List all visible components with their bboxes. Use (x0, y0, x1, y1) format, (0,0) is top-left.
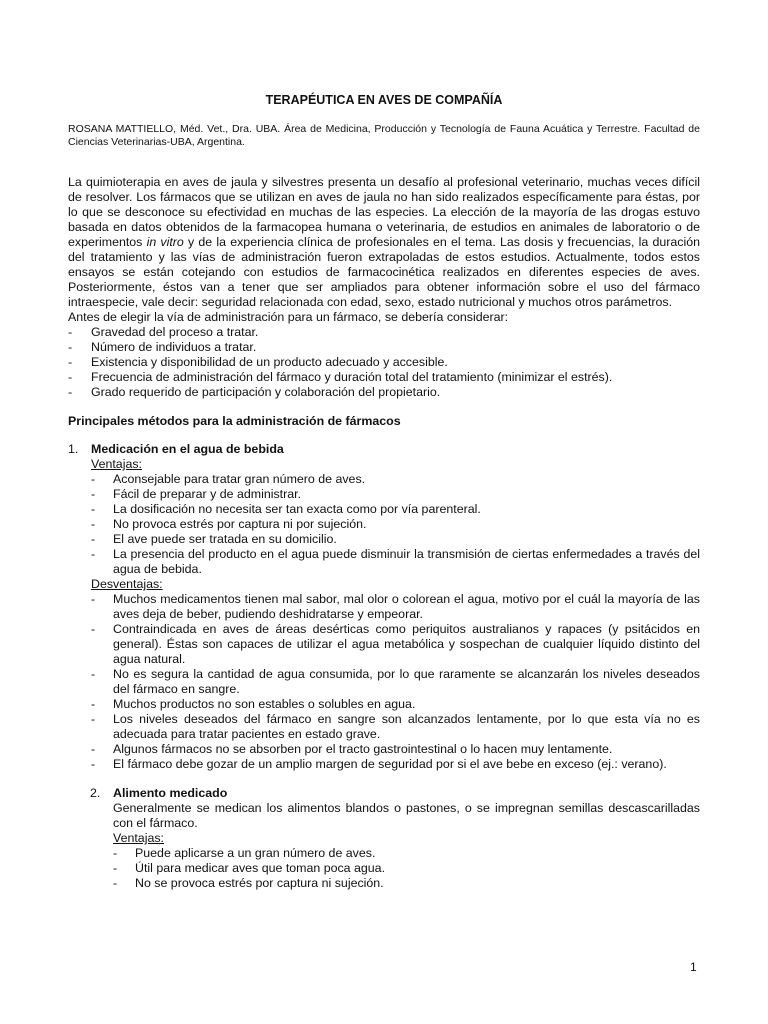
dash-bullet: - (91, 622, 96, 636)
method-2-description: Generalmente se medican los alimentos blandos o pastones, o se impregnan semillas descascarilladas con el fármaco. (113, 801, 700, 830)
document-body (68, 175, 700, 891)
list-item: - Número de individuos a tratar. (68, 340, 257, 354)
dash-bullet: - (113, 846, 118, 860)
list-item: - La presencia del producto en el agua puede disminuir la transmisión de ciertas enfermedades a través del agua de bebida. (91, 547, 700, 576)
list-item: - Útil para medicar aves que toman poca agua. (113, 861, 386, 875)
list-item: - Algunos fármacos no se absorben por el tracto gastrointestinal o lo hacen muy lentamente. (91, 742, 613, 756)
method-2-heading (68, 786, 700, 801)
intro-text-2: y de la experiencia clínica de profesionales en el tema. Las dosis y frecuencias, la duración del tratamiento y las vías de administración fueron extrapoladas de estos estudios. Actualmente, todos estos ensayos se están cotejando con estudios de farmacocinética realizados en diferentes especies de aves. Posteriormente, éstos van a tener que ser ampliados para obtener información sobre el uso del fármaco intraespecie, vale decir: seguridad relacionada con edad, sexo, estado nutricional y muchos otros parámetros. (68, 235, 700, 309)
considerations-list (68, 325, 700, 400)
advantages-label: Ventajas: (91, 457, 142, 471)
method-2-number: 2. (90, 786, 101, 800)
dash-bullet: - (91, 472, 96, 486)
dash-bullet: - (91, 517, 96, 531)
dash-bullet: - (91, 502, 96, 516)
considerations-intro: Antes de elegir la vía de administración para un fármaco, se debería considerar: (68, 310, 509, 324)
list-item: - El ave puede ser tratada en su domicilio. (91, 532, 337, 546)
list-item: - Grado requerido de participación y colaboración del propietario. (68, 385, 441, 399)
list-item: - Contraindicada en aves de áreas desérticas como periquitos australianos y rapaces (y psitácidos en general). Éstas son capaces de utilizar el agua metabólica y sospechan de cualquier líquido distinto del agua natural. (91, 622, 700, 666)
intro-italic-term: in vitro (146, 235, 184, 249)
dash-bullet: - (91, 592, 96, 606)
dash-bullet: - (68, 355, 73, 369)
dash-bullet: - (113, 876, 118, 890)
dash-bullet: - (113, 861, 118, 875)
dash-bullet: - (91, 742, 96, 756)
list-item: - Existencia y disponibilidad de un producto adecuado y accesible. (68, 355, 448, 369)
dash-bullet: - (68, 385, 73, 399)
method-2-content (68, 801, 700, 891)
list-item: - Los niveles deseados del fármaco en sangre son alcanzados lentamente, por lo que esta vía no es adecuada para tratar pacientes en estado grave. (91, 712, 700, 741)
dash-bullet: - (68, 340, 73, 354)
list-item: - Puede aplicarse a un gran número de aves. (113, 846, 376, 860)
methods-heading: Principales métodos para la administración de fármacos (68, 414, 401, 428)
list-item: - Aconsejable para tratar gran número de aves. (91, 472, 366, 486)
list-item: - Muchos productos no son estables o solubles en agua. (91, 697, 416, 711)
dash-bullet: - (91, 697, 96, 711)
dash-bullet: - (91, 757, 96, 771)
method-1-content (68, 457, 700, 772)
list-item: - Gravedad del proceso a tratar. (68, 325, 259, 339)
list-item: - El fármaco debe gozar de un amplio margen de seguridad por si el ave bebe en exceso (ej.: verano). (91, 757, 667, 771)
disadvantages-label: Desventajas: (91, 577, 163, 591)
dash-bullet: - (68, 370, 73, 384)
list-item: - No provoca estrés por captura ni por sujeción. (91, 517, 367, 531)
list-item: - Fácil de preparar y de administrar. (91, 487, 302, 501)
dash-bullet: - (91, 487, 96, 501)
intro-paragraph (68, 175, 700, 310)
list-item: - Muchos medicamentos tienen mal sabor, mal olor o colorean el agua, motivo por el cuál la mayoría de las aves deja de beber, pudiendo deshidratarse y empeorar. (91, 592, 700, 621)
page-number: 1 (690, 960, 697, 974)
list-item: - No es segura la cantidad de agua consumida, por lo que raramente se alcanzarán los niveles deseados del fármaco en sangre. (91, 667, 700, 696)
document-title: TERAPÉUTICA EN AVES DE COMPAÑÍA (265, 93, 503, 107)
dash-bullet: - (68, 325, 73, 339)
method-1-heading (68, 442, 700, 457)
advantages-label: Ventajas: (113, 831, 164, 845)
list-item: - Frecuencia de administración del fármaco y duración total del tratamiento (minimizar el estrés). (68, 370, 613, 384)
method-2-title: Alimento medicado (113, 786, 228, 800)
intro-text-1: La quimioterapia en aves de jaula y silvestres presenta un desafío al profesional veterinario, muchas veces difícil de resolver. Los fármacos que se utilizan en aves de jaula no han sido realizados específicamente para éstas, por lo que se desconoce su efectividad en muchas de las especies. La elección de la mayoría de las drogas estuvo basada en datos obtenidos de la farmacopea humana o veterinaria, de estudios en animales de laboratorio o de experimentos (68, 175, 700, 249)
author-affiliation: ROSANA MATTIELLO, Méd. Vet., Dra. UBA. Área de Medicina, Producción y Tecnología de Fauna Acuática y Terrestre. Facultad de Ciencias Veterinarias-UBA, Argentina. (68, 123, 700, 148)
dash-bullet: - (91, 712, 96, 726)
dash-bullet: - (91, 667, 96, 681)
dash-bullet: - (91, 532, 96, 546)
list-item: - No se provoca estrés por captura ni sujeción. (113, 876, 384, 890)
method-1-title: Medicación en el agua de bebida (91, 442, 284, 456)
method-1-number: 1. (68, 442, 79, 456)
dash-bullet: - (91, 547, 96, 561)
list-item: - La dosificación no necesita ser tan exacta como por vía parenteral. (91, 502, 481, 516)
